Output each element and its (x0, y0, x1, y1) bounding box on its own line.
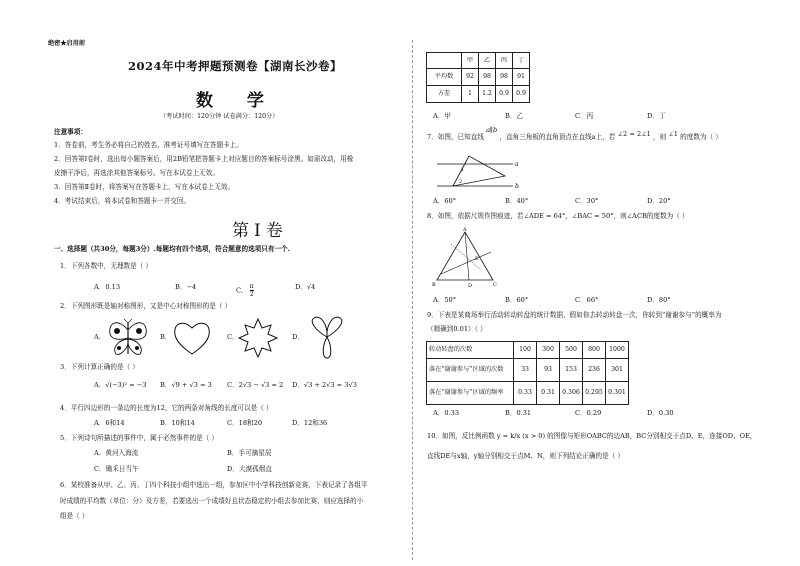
q1-c-denominator: 2 (249, 291, 254, 298)
q7-option-a: A．60° (433, 197, 457, 205)
q8-option-a: A．50° (433, 296, 457, 304)
note-item: 3．回答第Ⅱ卷时，将答案写在答题卡上，写在本试卷上无效。 (54, 183, 235, 191)
q8-option-d: D．80° (647, 296, 671, 304)
table-row (427, 342, 629, 359)
q9-line: 9．下表是某商场举行活动转动转盘的统计数据，假如你去转动转盘一次，你转到“谢谢参与”的概率为 (427, 311, 722, 319)
q1-option-b: B．−4 (175, 283, 197, 291)
table-cell: 丙 (496, 53, 513, 69)
part-title: 第Ⅰ卷 (232, 221, 288, 241)
butterfly-figure (106, 318, 150, 358)
table-cell: 落在“谢谢参与”区域的频率 (427, 382, 514, 405)
table-cell: 300 (537, 342, 560, 359)
q1-option-a: A．0.13 (94, 283, 121, 291)
table-row (427, 86, 530, 103)
table-cell: 丁 (513, 53, 530, 69)
q4-option-b: B．10和14 (160, 419, 195, 427)
q9-option-a: A．0.33 (433, 409, 460, 417)
q6-option-b: B．乙 (505, 112, 524, 120)
table-cell: 0.9 (513, 86, 530, 103)
q7-label: 1 (461, 167, 465, 173)
q3-stem: 3．下列计算正确的是（ ） (60, 363, 139, 371)
exam-info: （考试时间：120分钟 试卷满分：120分） (160, 113, 279, 120)
note-item: 1．答卷前，考生务必将自己的姓名、准考证号填写在答题卡上。 (54, 141, 243, 149)
table-row (427, 359, 629, 382)
table-cell: 91 (513, 69, 530, 86)
q3-option-b: B．√9 + √3 = 3 (160, 381, 212, 389)
table-cell: 1000 (606, 342, 629, 359)
table-cell: 98 (496, 69, 513, 86)
q9-option-d: D．0.30 (647, 409, 674, 417)
q7-label: 2 (459, 179, 463, 185)
q9-line: （精确到0.01）（ ） (427, 325, 487, 333)
subject-title: 数 学 (196, 91, 278, 111)
q9-option-c: C．0.29 (575, 409, 602, 417)
q5-option-a: A．黄河入海流 (94, 449, 139, 457)
q6-line: 组是（ ） (60, 512, 89, 520)
q4-option-c: C．18和20 (227, 419, 263, 427)
q3-option-c: C．2√3 − √3 = 2 (227, 381, 284, 389)
table-cell: 0.301 (606, 382, 629, 405)
table-cell: 0.306 (560, 382, 583, 405)
table-cell: 落在“谢谢参与”区域的次数 (427, 359, 514, 382)
q2-stem: 2．下列图形既是轴对称图形，又是中心对称图形的是（ ） (60, 302, 232, 310)
q6-table (426, 52, 530, 103)
secret-label: 绝密★启用前 (48, 40, 86, 47)
note-item: 4．考试结束后，将本试卷和答题卡一并交回。 (54, 197, 191, 205)
q6-option-d: D．丁 (647, 112, 666, 120)
q3-option-d: D．√3 + 2√3 = 3√3 (292, 381, 357, 389)
q2-option-b: B． (160, 333, 172, 341)
note-item: 2．回答第Ⅰ卷时，选出每小题答案后，用2B铅笔把答题卡上对应题目的答案标号涂黑。如需改动，用橡 (54, 155, 354, 163)
q5-option-d: D．大漠孤烟直 (227, 465, 272, 473)
table-cell: 800 (583, 342, 606, 359)
q6-line: 时成绩的平均数（单位：分）及方差，若要选出一个成绩好且状态稳定的小组去参加比赛，则应选择的小 (60, 497, 364, 505)
table-cell: 方差 (427, 86, 462, 103)
column-divider (412, 40, 413, 560)
table-cell: 236 (583, 359, 606, 382)
q5-option-b: B．手可摘星辰 (227, 449, 272, 457)
q1-option-c: C． $\frac{\pi}{2}$ (236, 283, 254, 298)
q8-option-b: B．60° (505, 296, 529, 304)
table-cell: 98 (479, 69, 496, 86)
heart-figure (170, 318, 214, 358)
q4-option-d: D．12和36 (292, 419, 328, 427)
q1-option-d: D．√4 (295, 283, 316, 291)
table-cell: 0.9 (496, 86, 513, 103)
q4-stem: 4．平行四边形的一条边的长度为12，它的两条对角线的长度可以是（ ） (60, 404, 273, 412)
table-cell: 1.2 (479, 86, 496, 103)
table-cell: 500 (560, 342, 583, 359)
q7-label: a (515, 161, 519, 168)
table-cell: 平均数 (427, 69, 462, 86)
table-cell: 93 (537, 359, 560, 382)
q7-label: b (515, 183, 519, 190)
q10-line: 10．如图，反比例函数 y = k/x (x > 0) 的图像与矩形OABC的边AB，BC分别相交于点D、E，连接OD、OE， (427, 432, 757, 440)
q1-stem: 1．下列各数中，无理数是（ ） (60, 262, 153, 270)
table-row (427, 69, 530, 86)
q7-option-d: D．20° (647, 197, 671, 205)
section-heading: 一、选择题（共30分，每题3分）.每题均有四个选项，符合题意的选项只有一个. (54, 245, 290, 253)
q5-stem: 5．下列诗句所描述的事件中，属于必然事件的是（ ） (60, 434, 218, 442)
q8-label: A (463, 227, 467, 233)
q10-line: 直线DE与x轴，y轴分别相交于点M、N，则下列结论正确的是（ ） (427, 452, 625, 460)
table-cell: 33 (514, 359, 537, 382)
q8-label: C (493, 282, 497, 288)
table-row (427, 382, 629, 405)
table-cell: 乙 (479, 53, 496, 69)
table-cell: 0.33 (514, 382, 537, 405)
table-cell: 甲 (462, 53, 479, 69)
q2-option-a: A． (94, 333, 106, 341)
table-cell: 301 (606, 359, 629, 382)
q7-option-c: C．30° (575, 197, 599, 205)
table-cell: 转动转盘的次数 (427, 342, 514, 359)
q9-option-b: B．0.31 (505, 409, 532, 417)
table-cell (427, 53, 462, 69)
table-cell: 100 (514, 342, 537, 359)
q1-c-numerator: π (249, 283, 254, 290)
table-cell: 92 (462, 69, 479, 86)
q7-figure (431, 150, 521, 192)
q9-table (426, 341, 629, 405)
q7-stem: 7．如图，已知直线 a∥b ，直角三角板的直角顶点在直线a上，若 ∠2 = 2∠1 ，则 ∠1 的度数为（ ） (427, 126, 722, 141)
q8-label: E (475, 256, 479, 262)
exam-title: 2024年中考押题预测卷【湖南长沙卷】 (128, 59, 343, 73)
table-row (427, 53, 530, 69)
q8-figure (431, 226, 499, 288)
q2-option-d: D． (292, 333, 304, 341)
table-cell: 153 (560, 359, 583, 382)
table-cell: 1 (462, 86, 479, 103)
q7-option-b: B．40° (505, 197, 529, 205)
q8-label: B (432, 282, 436, 288)
q6-line: 6．某校准备从甲、乙、丙、丁四个科技小组中选出一组，参加区中小学科技创新竞赛，下表记录了各组平 (60, 481, 368, 489)
q8-stem: 8．如图，依据尺规作图痕迹，若∠ADE = 64°，∠BAC = 50°，则∠ACB的度数为（ ） (427, 212, 689, 220)
q4-option-a: A．6和14 (94, 419, 125, 427)
three-leaf-figure (304, 314, 350, 360)
note-item: 皮擦干净后，再选涂其他答案标号。写在本试卷上无效。 (54, 169, 219, 177)
q8-label: D (468, 283, 473, 288)
snowflake-figure (236, 316, 280, 360)
q6-option-a: A．甲 (433, 112, 451, 120)
notes-heading: 注意事项： (54, 128, 87, 136)
q6-option-c: C．丙 (575, 112, 594, 120)
table-cell: 0.31 (537, 382, 560, 405)
table-cell: 0.295 (583, 382, 606, 405)
q3-option-a: A．√(−3)² = −3 (94, 381, 147, 389)
q2-option-c: C． (227, 333, 239, 341)
q8-option-c: C．66° (575, 296, 599, 304)
q5-option-c: C．锄禾日当午 (94, 465, 139, 473)
